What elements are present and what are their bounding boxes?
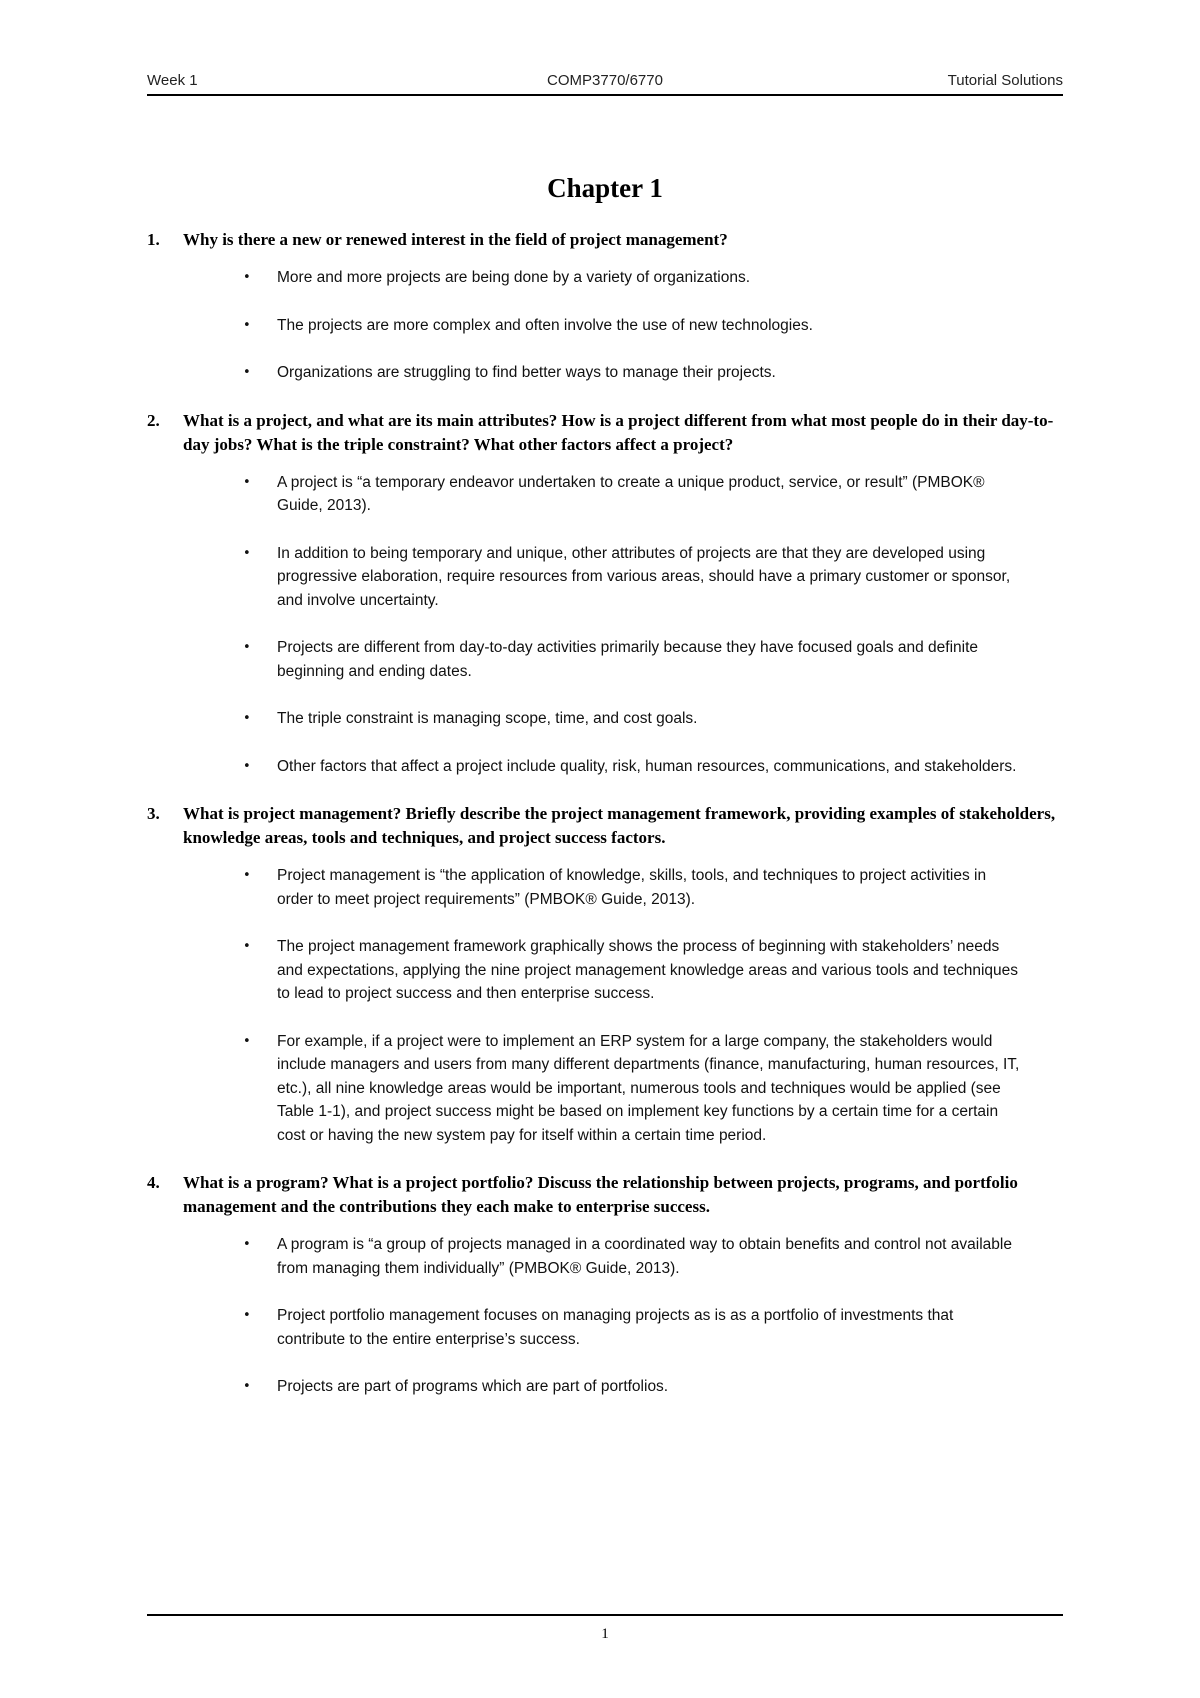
answer-item (147, 471, 1063, 518)
answer-text: Project portfolio management focuses on managing projects as is as a portfolio of investments that contribute to the entire enterprise’s success. (277, 1307, 954, 1348)
header-doc-type: Tutorial Solutions (947, 72, 1063, 89)
header-course-code: COMP3770/6770 (547, 72, 663, 89)
answer-text: For example, if a project were to implement an ERP system for a large company, the stakeholders would include managers and users from many different departments (finance, manufacturing, human resources, IT, etc.), all nine knowledge areas would be important, numerous tools and techniques would be applied (see Table 1-1), and project success might be based on implement key functions by a certain time for a certain cost or having the new system pay for itself within a certain time period. (277, 1032, 1020, 1144)
answer-item (147, 755, 1063, 779)
page-header (147, 72, 1063, 96)
bullet-icon: • (243, 545, 251, 561)
question (147, 802, 1063, 850)
answer-item (147, 1030, 1063, 1148)
answer-text: A program is “a group of projects managed in a coordinated way to obtain benefits and control not available from managing them individually” (PMBOK® Guide, 2013). (277, 1236, 1012, 1277)
answer-text: A project is “a temporary endeavor undertaken to create a unique product, service, or result” (PMBOK® Guide, 2013). (277, 473, 985, 514)
bullet-icon: • (243, 317, 251, 333)
page-number: 1 (601, 1626, 609, 1642)
question-text: What is a project, and what are its main attributes? How is a project different from what most people do in their day-to-day jobs? What is the triple constraint? What other factors affect a project? (183, 410, 1054, 454)
question-number: 2. (147, 410, 160, 430)
answer-item (147, 935, 1063, 1006)
chapter-title: Chapter 1 (547, 173, 663, 203)
bullet-icon: • (243, 1237, 251, 1252)
answer-text: Organizations are struggling to find better ways to manage their projects. (277, 364, 776, 381)
answer-list (147, 864, 1063, 1147)
bullet-icon: • (243, 711, 251, 726)
answer-item (147, 1233, 1063, 1280)
answer-text: The triple constraint is managing scope, time, and cost goals. (277, 710, 698, 727)
answer-text: Project management is “the application of knowledge, skills, tools, and techniques to project activities in order to meet project requirements” (PMBOK® Guide, 2013). (277, 867, 987, 908)
answer-text: Projects are different from day-to-day activities primarily because they have focused goals and definite beginning and ending dates. (277, 639, 979, 680)
header-week: Week 1 (147, 72, 198, 89)
answer-item (147, 314, 1063, 338)
question-number: 4. (147, 1173, 160, 1192)
bullet-icon: • (243, 1379, 251, 1394)
answer-text: The project management framework graphically shows the process of beginning with stakeholders’ needs and expectations, applying the nine project management knowledge areas and various tools and techniques to lead to project success and then enterprise success. (277, 938, 1019, 1002)
answer-list (147, 266, 1063, 385)
answer-item (147, 707, 1063, 731)
bullet-icon: • (243, 758, 251, 774)
bullet-icon: • (243, 640, 251, 655)
question-text: Why is there a new or renewed interest in the field of project management? (183, 230, 728, 249)
footer-rule (147, 1614, 1063, 1616)
bullet-icon: • (243, 365, 251, 380)
answer-text: The projects are more complex and often involve the use of new technologies. (277, 316, 813, 334)
bullet-icon: • (243, 868, 251, 883)
bullet-icon: • (243, 270, 251, 285)
answer-item (147, 1375, 1063, 1399)
question-text: What is project management? Briefly describe the project management framework, providing examples of stakeholders, knowledge areas, tools and techniques, and project success factors. (183, 804, 1056, 847)
question (147, 409, 1063, 457)
answer-list (147, 1233, 1063, 1399)
answer-item (147, 542, 1063, 613)
question-number: 1. (147, 230, 160, 249)
question-number: 3. (147, 804, 160, 823)
answer-text: Projects are part of programs which are part of portfolios. (277, 1378, 669, 1395)
answer-item (147, 361, 1063, 385)
answer-text: More and more projects are being done by a variety of organizations. (277, 269, 751, 286)
bullet-icon: • (243, 939, 251, 954)
bullet-icon: • (243, 1308, 251, 1323)
answer-list (147, 471, 1063, 779)
question (147, 228, 1063, 252)
answer-item (147, 266, 1063, 290)
answer-item (147, 864, 1063, 911)
question-text: What is a program? What is a project portfolio? Discuss the relationship between projects, programs, and portfolio management and the contributions they each make to enterprise success. (183, 1173, 1018, 1216)
question (147, 1171, 1063, 1219)
answer-item (147, 1304, 1063, 1351)
bullet-icon: • (243, 474, 251, 490)
answer-text: In addition to being temporary and unique, other attributes of projects are that they are developed using progressive elaboration, require resources from various areas, should have a primary customer or sponsor, and involve uncertainty. (277, 544, 1011, 609)
answer-text: Other factors that affect a project include quality, risk, human resources, communications, and stakeholders. (277, 757, 1017, 775)
document-body (147, 168, 1063, 1423)
answer-item (147, 636, 1063, 683)
bullet-icon: • (243, 1033, 251, 1049)
